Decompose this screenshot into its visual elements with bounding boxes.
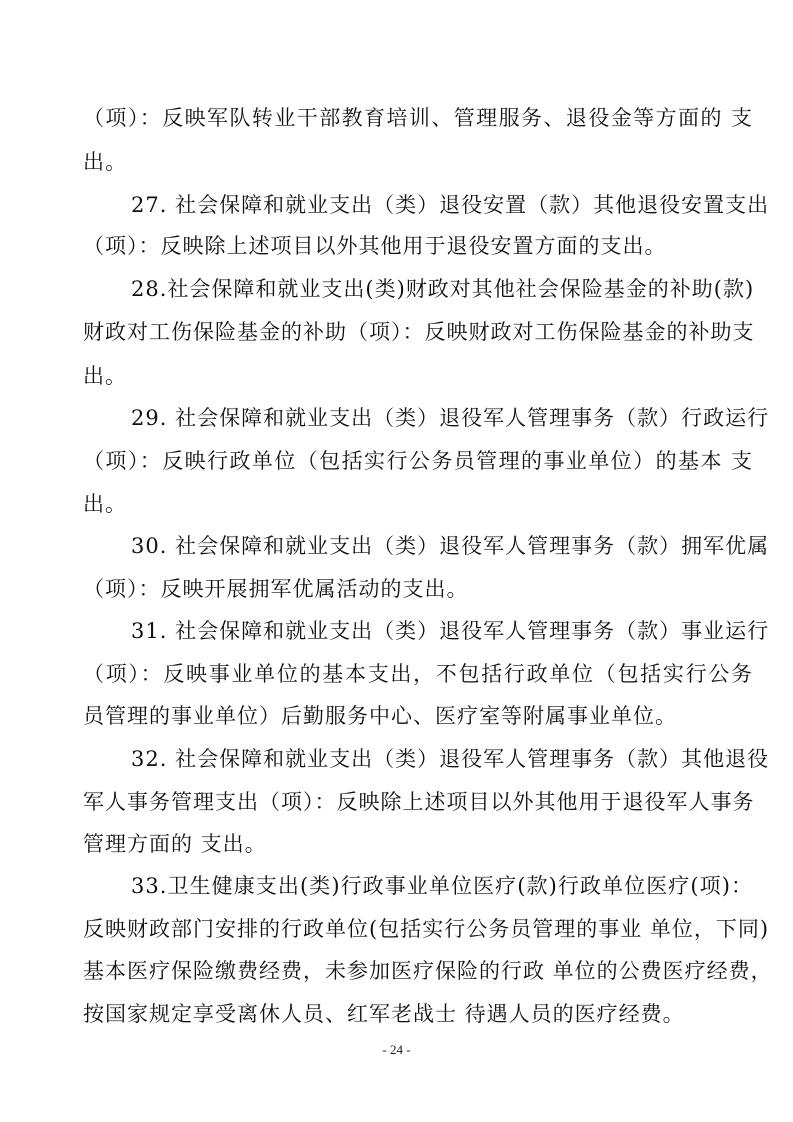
paragraph-30-line-1: 30. 社会保障和就业支出（类）退役军人管理事务（款）拥军优属 [131,534,770,558]
paragraph-31-line-3: 员管理的事业单位）后勤服务中心、医疗室等附属事业单位。 [83,704,677,728]
paragraph-29-line-1: 29. 社会保障和就业支出（类）退役军人管理事务（款）行政运行 [131,406,770,430]
paragraph-27-line-2: （项）：反映除上述项目以外其他用于退役安置方面的支出。 [83,234,667,258]
page-number: - 24 - [382,1042,411,1057]
paragraph-27-line-1: 27. 社会保障和就业支出（类）退役安置（款）其他退役安置支出 [131,193,770,217]
paragraph-30-line-2: （项）：反映开展拥军优属活动的支出。 [83,577,469,601]
paragraph-31-line-1: 31. 社会保障和就业支出（类）退役军人管理事务（款）事业运行 [131,619,770,643]
paragraph-26-line-1: （项）：反映军队转业干部教育培训、管理服务、退役金等方面的 支 [83,106,753,130]
paragraph-28-line-2: 财政对工伤保险基金的补助（项）：反映财政对工伤保险基金的补助支 [83,320,755,344]
paragraph-33-line-3: 基本医疗保险缴费经费，未参加医疗保险的行政 单位的公费医疗经费， [83,959,773,983]
paragraph-32-line-3: 管理方面的 支出。 [83,832,267,856]
paragraph-28-line-3: 出。 [83,364,127,388]
paragraph-33-line-1: 33.卫生健康支出(类)行政事业单位医疗(款)行政单位医疗(项)： [131,874,753,898]
paragraph-26-line-2: 出。 [83,150,127,174]
paragraph-29-line-3: 出。 [83,492,127,516]
paragraph-32-line-2: 军人事务管理支出（项）：反映除上述项目以外其他用于退役军人事务 [83,790,755,814]
paragraph-28-line-1: 28.社会保障和就业支出(类)财政对其他社会保险基金的补助(款) [131,277,755,301]
paragraph-31-line-2: （项）：反映事业单位的基本支出，不包括行政单位（包括实行公务 [83,662,753,686]
paragraph-33-line-2: 反映财政部门安排的行政单位(包括实行公务员管理的事业 单位，下同) [83,917,770,941]
paragraph-29-line-2: （项）：反映行政单位（包括实行公务员管理的事业单位）的基本 支 [83,449,753,473]
paragraph-32-line-1: 32. 社会保障和就业支出（类）退役军人管理事务（款）其他退役 [131,747,770,771]
paragraph-33-line-4: 按国家规定享受离休人员、红军老战士 待遇人员的医疗经费。 [83,1002,685,1026]
